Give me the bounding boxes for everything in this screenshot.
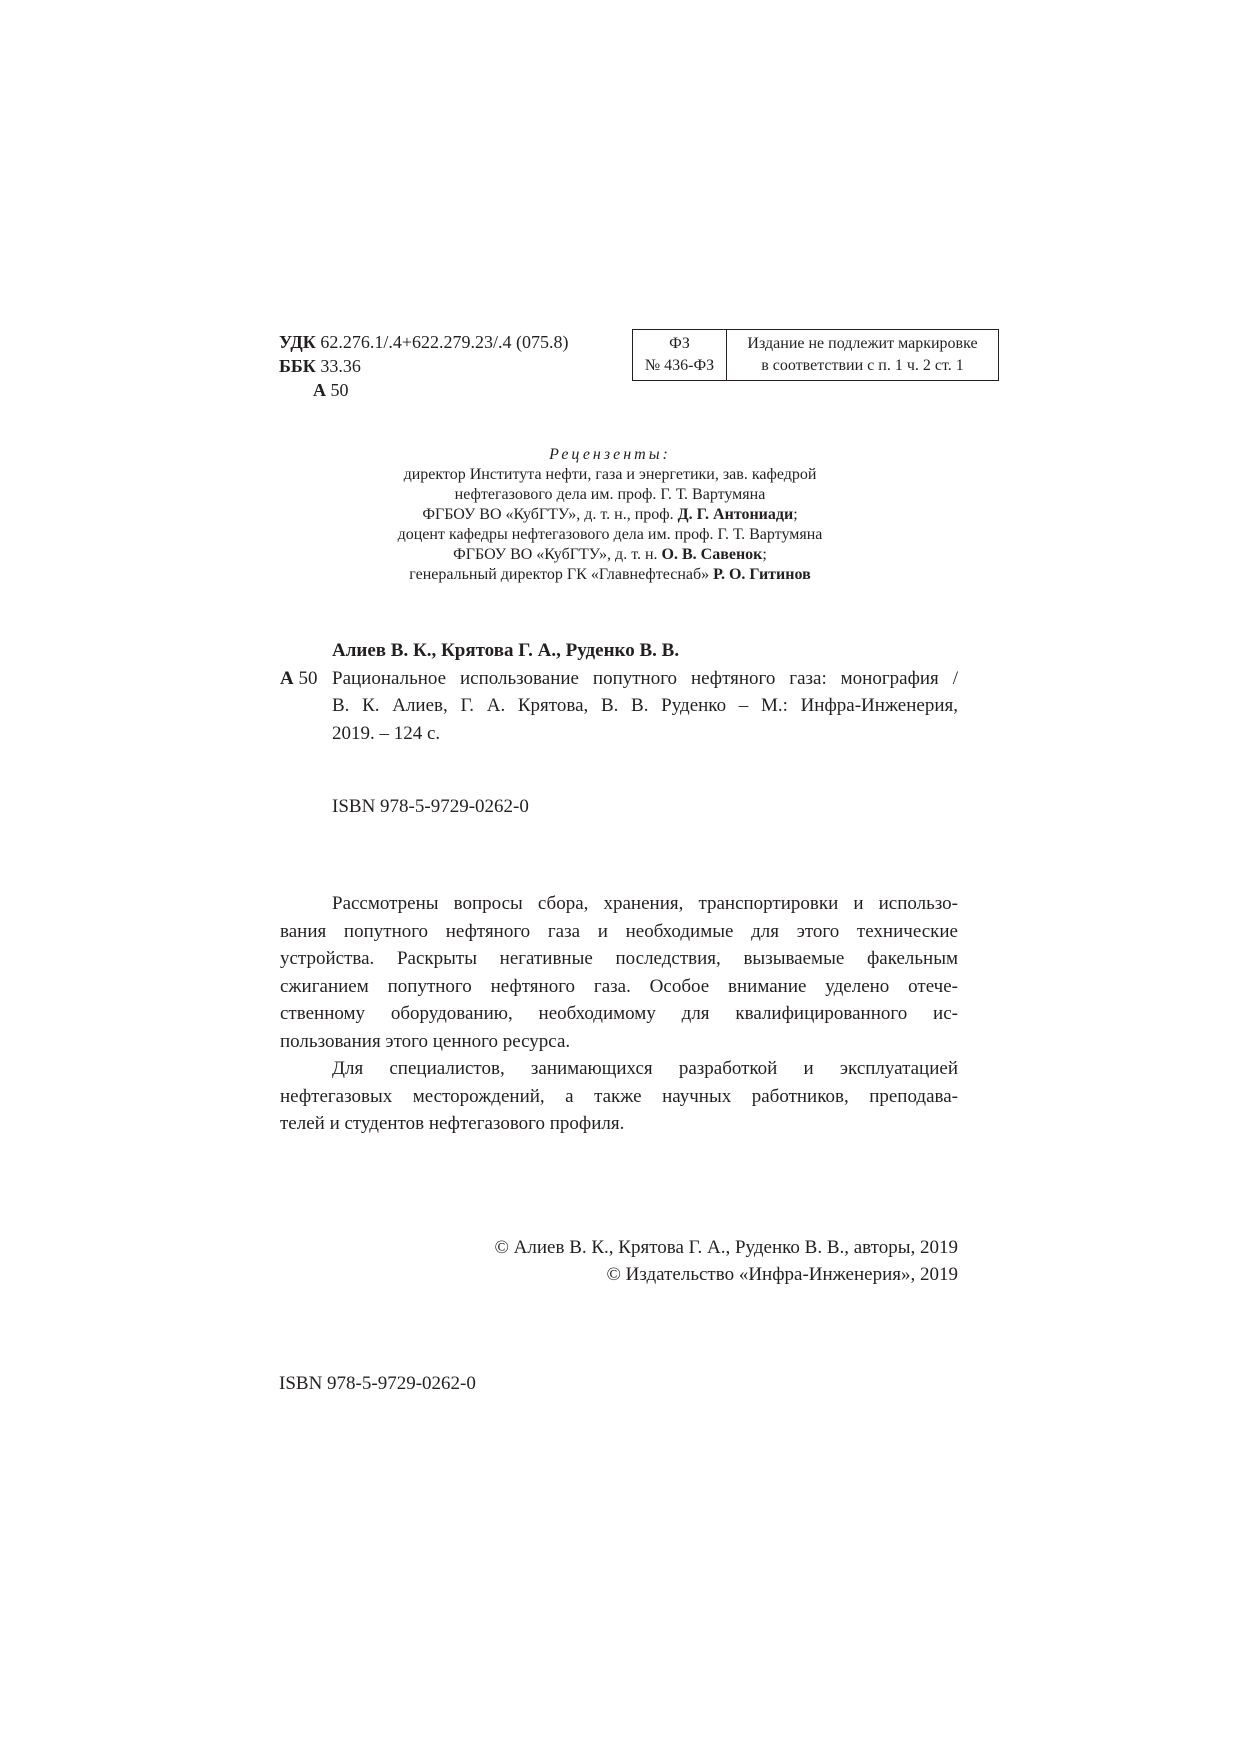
bbk-line [279,354,568,378]
bib-line: 2019. – 124 с. [332,722,441,744]
reviewer-name: Р. О. Гитинов [713,566,811,584]
bbk-label: ББК [279,356,316,376]
reviewer-name: О. В. Савенок [661,546,763,564]
reviewer-separator: ; [762,546,767,564]
fz-note-line2: в соответствии с п. 1 ч. 2 ст. 1 [761,357,964,374]
bbk-value: 33.36 [320,356,361,376]
fz-code-line2: № 436-ФЗ [644,357,715,374]
bib-line: В. К. Алиев, Г. А. Крятова, В. В. Руденко – М.: Инфра-Инженерия, [332,695,958,716]
bib-isbn: ISBN 978-5-9729-0262-0 [332,796,529,817]
reviewer-line [360,565,860,585]
author-mark-label: А [313,380,326,400]
bib-description [332,665,958,748]
reviewer-affiliation: генеральный директор ГК «Главнефтеснаб» [409,566,710,584]
annotation-line: устройства. Раскрыты негативные последствия, вызываемые факельным [280,948,958,969]
annotation-line: нефтегазовых месторождений, а также научных работников, преподава- [280,1085,958,1107]
fz-note-cell [727,330,998,380]
annotation-line: ственному оборудованию, необходимому для квалифицированного ис- [280,1003,958,1024]
author-mark-line [279,378,568,402]
reviewer-affiliation: ФГБОУ ВО «КубГТУ», д. т. н., проф. [422,506,674,524]
annotation-line: сжиганием попутного нефтяного газа. Особое внимание уделено отече- [280,975,958,997]
bib-code-letter: А [280,667,294,689]
isbn-bottom: ISBN 978-5-9729-0262-0 [279,1373,476,1394]
annotation-line: телей и студентов нефтегазового профиля. [280,1113,625,1134]
copyright-authors: © Алиев В. К., Крятова Г. А., Руденко В. В., авторы, 2019 [494,1237,958,1258]
bib-author-mark [280,665,317,692]
reviewers-block [360,445,860,586]
copyright-block [495,1234,959,1288]
bib-code-number: 50 [298,667,318,689]
reviewer-line: нефтегазового дела им. проф. Г. Т. Вартумяна [454,486,766,504]
copyright-publisher: © Издательство «Инфра-Инженерия», 2019 [606,1264,958,1285]
fz-code-line1: ФЗ [669,335,690,352]
reviewer-line: директор Института нефти, газа и энергетики, зав. кафедрой [403,466,817,483]
annotation-line: Рассмотрены вопросы сбора, хранения, транспортировки и использо- [332,893,958,914]
reviewer-separator: ; [793,506,798,524]
reviewer-line [360,505,860,525]
reviewer-line: доцент кафедры нефтегазового дела им. проф. Г. Т. Вартумяна [397,526,823,544]
bib-authors: Алиев В. К., Крятова Г. А., Руденко В. В. [332,640,680,661]
reviewer-name: Д. Г. Антониади [677,506,794,524]
reviewer-affiliation: ФГБОУ ВО «КубГТУ», д. т. н. [453,546,658,564]
bib-line: Рациональное использование попутного нефтяного газа: монография / [332,667,958,689]
udk-value: 62.276.1/.4+622.279.23/.4 (075.8) [320,332,569,352]
reviewers-heading: Рецензенты: [549,446,671,463]
fz-label-box [632,329,999,381]
fz-note-line1: Издание не подлежит маркировке [747,335,978,352]
annotation-line: Для специалистов, занимающихся разработкой и эксплуатацией [332,1058,958,1079]
udk-label: УДК [279,332,316,352]
annotation-line: пользования этого ценного ресурса. [280,1030,571,1052]
reviewer-line [360,545,860,565]
fz-code-cell [633,330,727,380]
classification-block [279,330,568,402]
annotation-line: вания попутного нефтяного газа и необходимые для этого технические [280,920,958,942]
annotation [280,890,958,1138]
udk-line [279,330,568,354]
author-mark-value: 50 [330,380,349,400]
